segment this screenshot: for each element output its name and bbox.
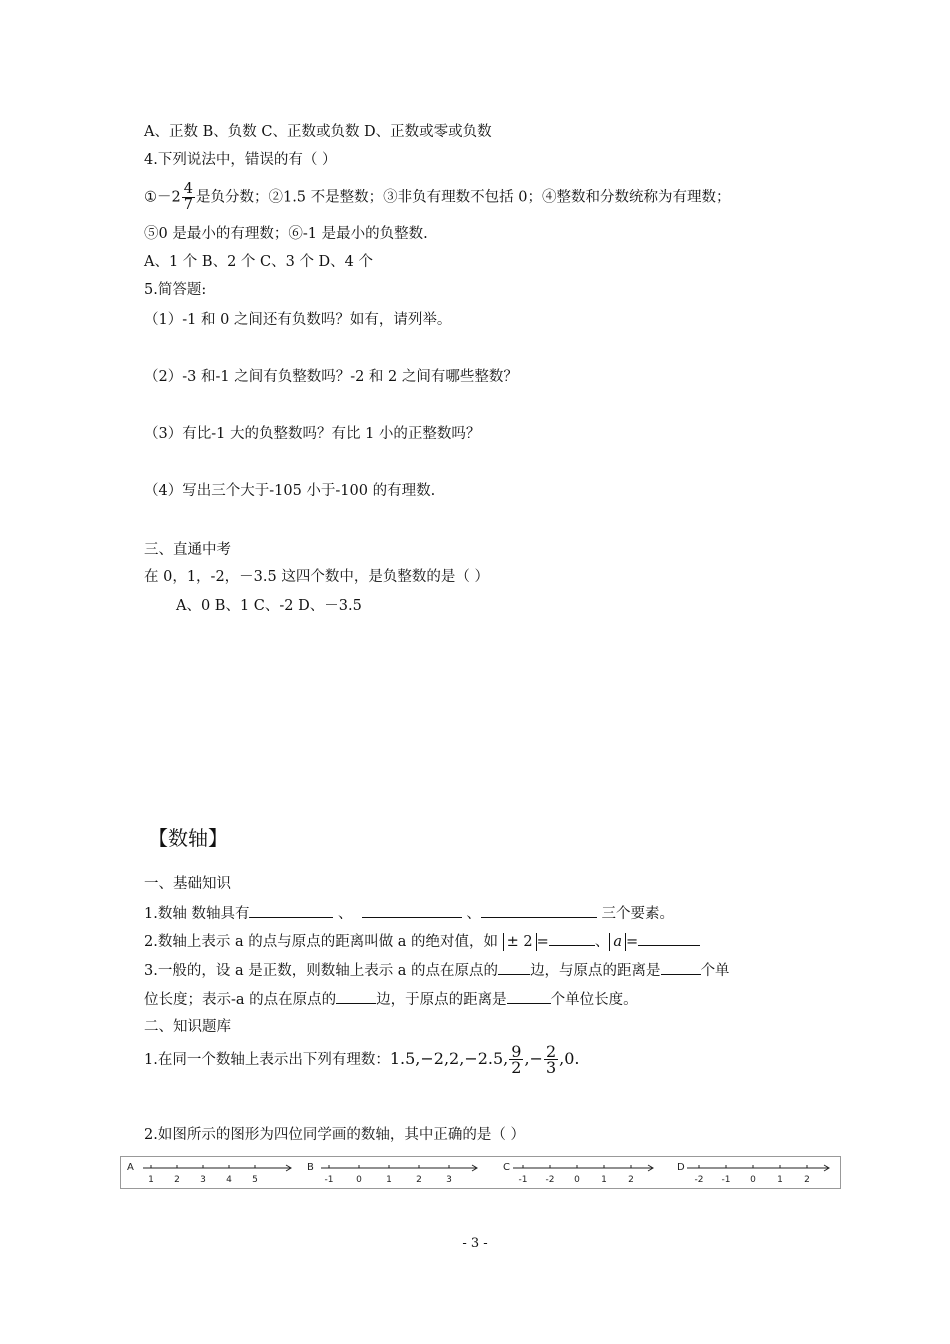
axis-option-c [501, 1157, 661, 1188]
basic-line2: 2.数轴上表示 a 的点与原点的距离叫做 a 的绝对值，如 ± 2 = 、 a = [144, 931, 700, 952]
axis-tick-label: 1 [148, 1175, 154, 1185]
q5-part2: （2）-3 和-1 之间有负整数吗？-2 和 2 之间有哪些整数？ [144, 369, 518, 385]
q4-options: A、1 个 B、2 个 C、3 个 D、4 个 [144, 254, 374, 270]
axis-option-b [305, 1157, 485, 1188]
q3-options: A、正数 B、负数 C、正数或负数 D、正数或零或负数 [144, 124, 492, 140]
q5-part1: （1）-1 和 0 之间还有负数吗？如有，请列举。 [144, 312, 452, 328]
q4-statements-line1 [144, 182, 730, 213]
fill-blank[interactable] [362, 903, 462, 918]
basic-knowledge-title: 一、基础知识 [144, 876, 231, 892]
basic-line4: 位长度；表示-a 的点在原点的 边，于原点的距离是 个单位长度。 [144, 989, 638, 1010]
abs-plus-minus-2: ± 2 [503, 933, 537, 951]
fill-blank[interactable] [507, 989, 551, 1004]
bank-q1: 1.在同一个数轴上表示出下列有理数：1.5,−2,2,−2.5, $\frac{9}{2}$ ,− $\frac{2}{3}$ ,0. [144, 1042, 580, 1077]
fraction-4-7: $\frac{4}{7}$ [183, 181, 193, 213]
basic-line1: 1.数轴 数轴具有 、 、 三个要素。 [144, 903, 674, 924]
axis-option-d [675, 1157, 835, 1188]
fill-blank[interactable] [336, 989, 376, 1004]
axis-tick-label: 1 [777, 1175, 783, 1185]
number-lines-figure [120, 1156, 841, 1189]
axis-tick-label: 3 [446, 1175, 452, 1185]
axis-tick-label: 3 [200, 1175, 206, 1185]
axis-letter: B [307, 1162, 314, 1173]
q5-part4: （4）写出三个大于-105 小于-100 的有理数. [144, 483, 436, 499]
knowledge-bank-title: 二、知识题库 [144, 1019, 231, 1035]
axis-tick-label: 0 [356, 1175, 362, 1185]
axis-tick-label: 1 [601, 1175, 607, 1185]
q4-statements-line2: ⑤0 是最小的有理数；⑥-1 是最小的负整数. [144, 226, 428, 242]
axis-option-a [125, 1157, 295, 1188]
fill-blank[interactable] [481, 903, 597, 918]
axis-tick-label: 0 [750, 1175, 756, 1185]
q5-part3: （3）有比-1 大的负整数吗？有比 1 小的正整数吗？ [144, 426, 481, 442]
axis-letter: C [503, 1162, 510, 1173]
section3-title: 三、直通中考 [144, 542, 231, 558]
section3-question: 在 0，1，-2，－3.5 这四个数中，是负整数的是（ ） [144, 569, 489, 585]
bank-q2: 2.如图所示的图形为四位同学画的数轴，其中正确的是（ ） [144, 1127, 525, 1143]
axis-tick-label: 2 [416, 1175, 422, 1185]
abs-a: a [609, 933, 626, 951]
basic-line3: 3.一般的，设 a 是正数，则数轴上表示 a 的点在原点的 边，与原点的距离是 个单 [144, 960, 730, 981]
q4-stem: 4.下列说法中，错误的有（ ） [144, 152, 337, 168]
q5-title: 5.简答题: [144, 282, 207, 298]
axis-tick-label: 4 [226, 1175, 232, 1185]
q4-circ1: ①－2 [144, 189, 181, 206]
axis-tick-label: 5 [252, 1175, 258, 1185]
axis-tick-label: 2 [804, 1175, 810, 1185]
section3-options: A、0 B、1 C、-2 D、－3.5 [176, 598, 362, 614]
axis-tick-label: -1 [721, 1175, 731, 1185]
fill-blank[interactable] [549, 931, 595, 946]
axis-tick-label: 0 [574, 1175, 580, 1185]
axis-letter: A [127, 1162, 134, 1173]
fill-blank[interactable] [638, 931, 700, 946]
axis-tick-label: 2 [174, 1175, 180, 1185]
axis-tick-label: -2 [694, 1175, 704, 1185]
page-number: - 3 - [462, 1236, 488, 1251]
fill-blank[interactable] [661, 960, 701, 975]
fill-blank[interactable] [249, 903, 333, 918]
rational-list: 1.5,−2,2,−2.5, $\frac{9}{2}$ ,− $\frac{2}{3}$ ,0. [389, 1042, 580, 1077]
axis-tick-label: -1 [518, 1175, 528, 1185]
axis-tick-label: -1 [324, 1175, 334, 1185]
numberline-heading: 【数轴】 [148, 826, 228, 850]
axis-tick-label: -2 [545, 1175, 555, 1185]
axis-tick-label: 1 [386, 1175, 392, 1185]
axis-tick-label: 2 [628, 1175, 634, 1185]
fill-blank[interactable] [498, 960, 530, 975]
axis-letter: D [677, 1162, 685, 1173]
q4-rest1: 是负分数；②1.5 不是整数；③非负有理数不包括 0；④整数和分数统称为有理数； [195, 189, 731, 206]
